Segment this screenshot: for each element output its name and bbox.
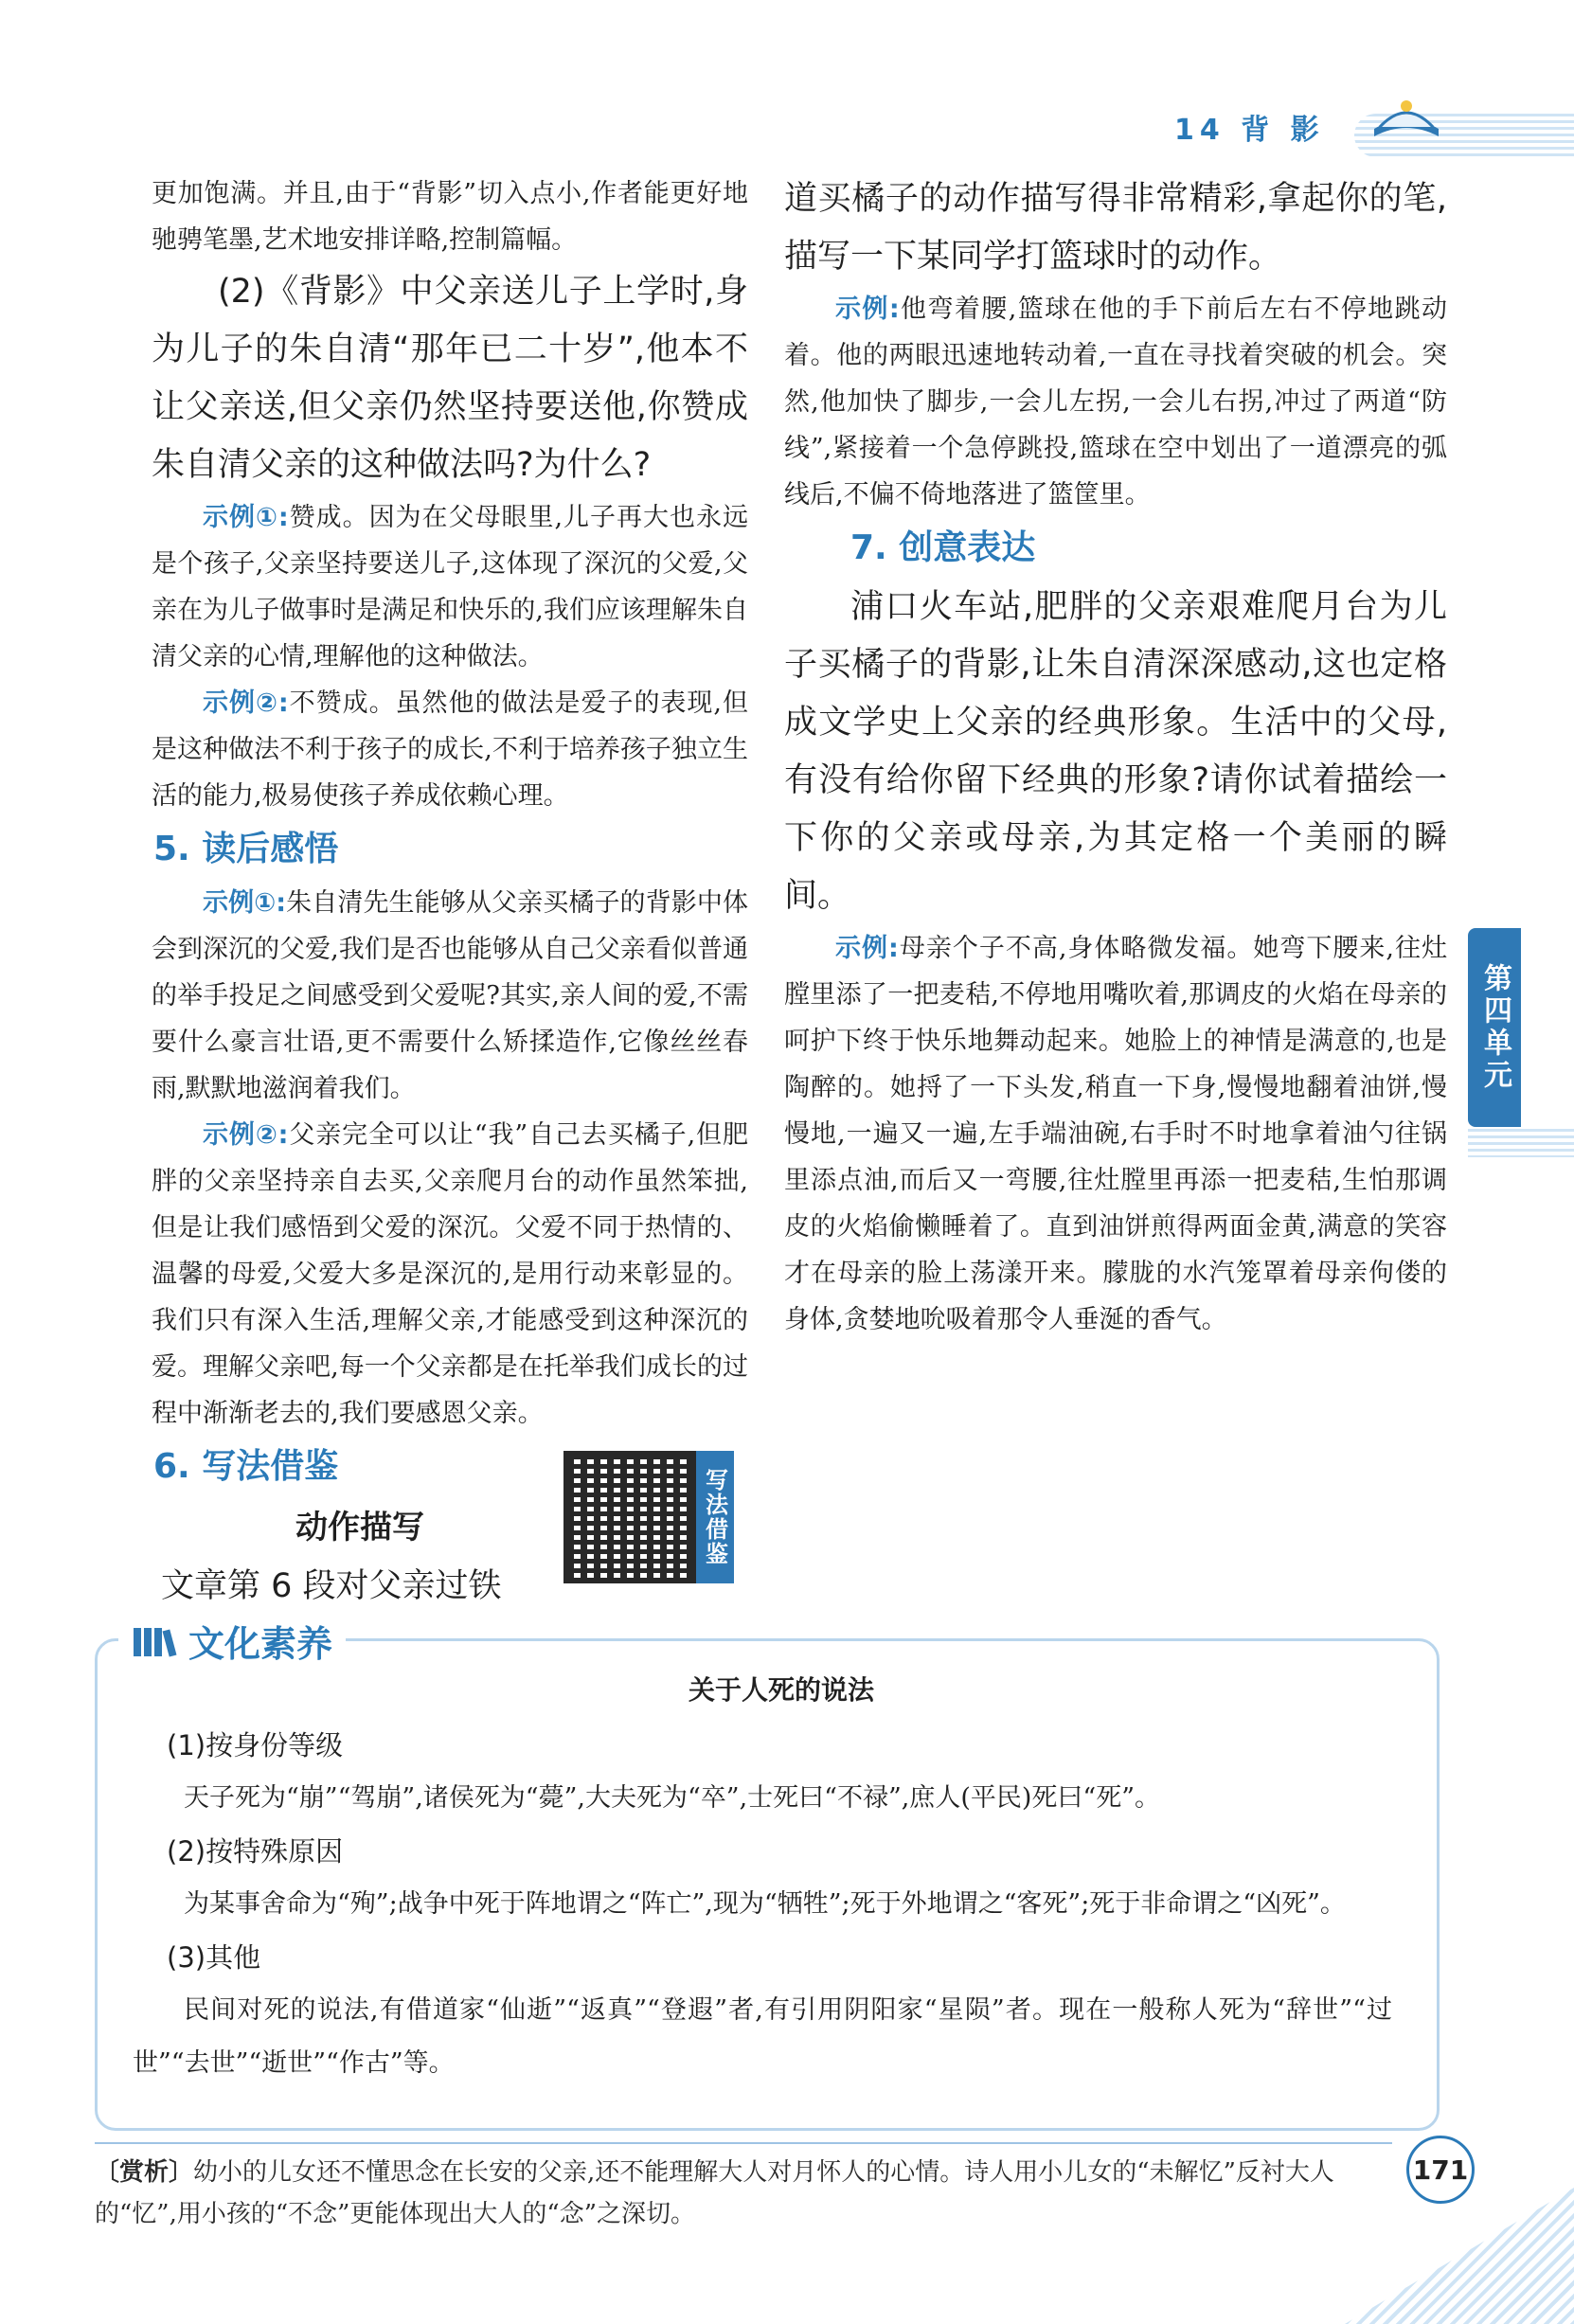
unit-tab: 第四单元 <box>1468 928 1521 1127</box>
example-label: 示例②: <box>203 1120 289 1150</box>
example-label: 示例①: <box>203 888 286 918</box>
example-text: 赞成。因为在父母眼里,儿子再大也永远是个孩子,父亲坚持要送儿子,这体现了深沉的父爱,父亲在为儿子做事时是满足和快乐的,我们应该理解朱自清父亲的心情,理解他的这种做法。 <box>152 503 748 671</box>
appreciation-label: 〔赏析〕 <box>95 2158 194 2187</box>
example-label: 示例: <box>835 295 900 324</box>
culture-text-3: 民间对死的说法,有借道家“仙逝”“返真”“登遐”者,有引用阴阳家“星陨”者。现在一般称人死为“辞世”“过世”“去世”“逝世”“作古”等。 <box>133 1995 1392 2078</box>
culture-sub-3: (3)其他 <box>167 1941 261 1974</box>
s5-example-1 <box>152 880 748 1112</box>
section-5-title: 5. 读后感悟 <box>153 830 339 868</box>
page-header <box>1136 95 1574 152</box>
section-6-text-start: 文章第 6 段对父亲过铁 <box>161 1567 502 1605</box>
example-text: 父亲完全可以让“我”自己去买橘子,但肥胖的父亲坚持亲自去买,父亲爬月台的动作虽然笨拙,但是让我们感悟到父爱的深沉。父爱不同于热情的、温馨的母爱,父爱大多是深沉的,是用行动来彰显的。我们只有深入生活,理解父亲,才能感受到这种深沉的爱。理解父亲吧,每一个父亲都是在托举我们成长的过程中渐渐老去的,我们要感恩父亲。 <box>152 1120 748 1428</box>
section-6-title: 6. 写法借鉴 <box>153 1447 339 1486</box>
example-text: 朱自清先生能够从父亲买橘子的背影中体会到深沉的父爱,我们是否也能够从自己父亲看似普通的举手投足之间感受到父爱呢?其实,亲人间的爱,不需要什么豪言壮语,更不需要什么矫揉造作,它像丝丝春雨,默默地滋润着我们。 <box>152 888 748 1103</box>
s6-example <box>784 286 1447 518</box>
culture-heading <box>118 1615 346 1667</box>
section-7-text: 浦口火车站,肥胖的父亲艰难爬月台为儿子买橘子的背影,让朱自清深深感动,这也定格成文学史上父亲的经典形象。生活中的父母,有没有给你留下经典的形象?请你试着描绘一下你的父亲或母亲,为其定格一个美丽的瞬间。 <box>784 588 1447 915</box>
culture-text-1: 天子死为“崩”“驾崩”,诸侯死为“薨”,大夫死为“卒”,士死曰“不禄”,庶人(平民)死曰“死”。 <box>184 1783 1161 1813</box>
s5-example-2 <box>152 1112 748 1437</box>
page-number: 171 <box>1406 2136 1475 2204</box>
culture-sub-1: (1)按身份等级 <box>167 1729 344 1761</box>
question-2: (2)《背影》中父亲送儿子上学时,身为儿子的朱自清“那年已二十岁”,他本不让父亲送,但父亲仍然坚持要送他,你赞成朱自清父亲的这种做法吗?为什么? <box>152 273 748 484</box>
culture-title: 关于人死的说法 <box>688 1674 874 1706</box>
section-7-title: 7. 创意表达 <box>850 528 1036 567</box>
left-column <box>152 170 748 1616</box>
example-label: 示例①: <box>203 503 289 532</box>
lesson-title: 14 背 影 <box>1174 114 1325 147</box>
example-label: 示例②: <box>203 688 289 718</box>
example-text: 不赞成。虽然他的做法是爱子的表现,但是这种做法不利于孩子的成长,不利于培养孩子独立生活的能力,极易使孩子养成依赖心理。 <box>152 688 748 811</box>
qr-block[interactable] <box>563 1451 734 1593</box>
right-column <box>784 170 1447 1343</box>
culture-heading-text: 文化素养 <box>188 1623 333 1665</box>
appreciation-note <box>95 2142 1392 2235</box>
books-icon <box>132 1624 179 1658</box>
section-6-subtitle: 动作描写 <box>295 1509 424 1546</box>
culture-sub-2: (2)按特殊原因 <box>167 1835 344 1868</box>
qr-tab-label: 写法借鉴 <box>696 1451 734 1583</box>
example-text: 他弯着腰,篮球在他的手下前后左右不停地跳动着。他的两眼迅速地转动着,一直在寻找着突破的机会。突然,他加快了脚步,一会儿左拐,一会儿右拐,冲过了两道“防线”,紧接着一个急停跳投,篮球在空中划出了一道漂亮的弧线后,不偏不倚地落进了篮筐里。 <box>784 295 1447 509</box>
s7-example <box>784 925 1447 1343</box>
section-6-continued: 道买橘子的动作描写得非常精彩,拿起你的笔,描写一下某同学打篮球时的动作。 <box>784 180 1447 276</box>
appreciation-text: 幼小的儿女还不懂思念在长安的父亲,还不能理解大人对月怀人的心情。诗人用小儿女的“未解忆”反衬大人的“忆”,用小孩的“不念”更能体现出大人的“念”之深切。 <box>95 2158 1334 2228</box>
culture-content <box>133 1662 1430 2090</box>
unit-tab-stripe <box>1468 1129 1574 1157</box>
example-text: 母亲个子不高,身体略微发福。她弯下腰来,往灶膛里添了一把麦秸,不停地用嘴吹着,那调皮的火焰在母亲的呵护下终于快乐地舞动起来。她脸上的神情是满意的,也是陶醉的。她捋了一下头发,稍直一下身,慢慢地翻着油饼,慢慢地,一遍又一遍,左手端油碗,右手时不时地拿着油勺往锅里添点油,而后又一弯腰,往灶膛里再添一把麦秸,生怕那调皮的火焰偷懒睡着了。直到油饼煎得两面金黄,满意的笑容才在母亲的脸上荡漾开来。朦胧的水汽笼罩着母亲佝偻的身体,贪婪地吮吸着那令人垂涎的香气。 <box>784 934 1447 1334</box>
culture-text-2: 为某事舍命为“殉”;战争中死于阵地谓之“阵亡”,现为“牺牲”;死于外地谓之“客死”;死于非命谓之“凶死”。 <box>184 1889 1346 1919</box>
book-icon <box>1368 91 1444 148</box>
paragraph-continued: 更加饱满。并且,由于“背影”切入点小,作者能更好地驰骋笔墨,艺术地安排详略,控制篇幅。 <box>152 179 748 255</box>
example-2 <box>152 680 748 819</box>
example-label: 示例: <box>835 934 899 963</box>
qr-code[interactable] <box>563 1451 696 1583</box>
example-1 <box>152 494 748 680</box>
